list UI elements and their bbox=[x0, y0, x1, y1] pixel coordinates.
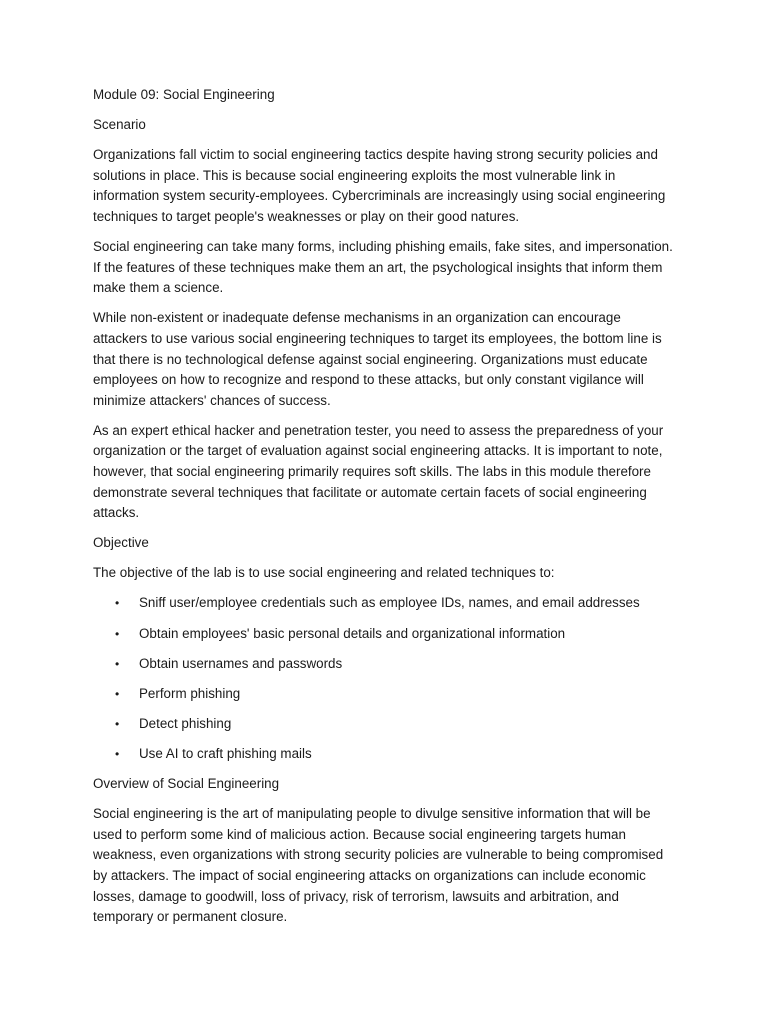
module-title: Module 09: Social Engineering bbox=[93, 87, 275, 102]
objective-item bbox=[93, 714, 678, 735]
scenario-paragraph-4: As an expert ethical hacker and penetration tester, you need to assess the preparedness of your organization or the target of evaluation against social engineering attacks. It is important to note, however, that social engineering primarily requires soft skills. The labs in this module therefore demonstrate several techniques that facilitate or automate certain facets of social engineering attacks. bbox=[93, 422, 664, 521]
bullet-icon: • bbox=[115, 716, 120, 731]
objective-item-text: Obtain employees' basic personal details and organizational information bbox=[139, 625, 566, 641]
overview-heading: Overview of Social Engineering bbox=[93, 776, 280, 792]
objective-item-text: Perform phishing bbox=[139, 685, 241, 701]
scenario-paragraph-3: While non-existent or inadequate defense mechanisms in an organization can encourage attackers to use various social engineering techniques to target its employees, the bottom line is that there is no technological defense against social engineering. Organizations must educate employees on how to recognize and respond to these attacks, but only constant vigilance will minimize attackers' chances of success. bbox=[93, 310, 662, 408]
objective-item-text: Sniff user/employee credentials such as employee IDs, names, and email addresses bbox=[139, 595, 640, 611]
objective-item bbox=[93, 684, 678, 705]
objective-item-text: Obtain usernames and passwords bbox=[139, 655, 343, 671]
document-page bbox=[93, 85, 678, 937]
bullet-icon: • bbox=[115, 686, 120, 701]
bullet-icon: • bbox=[115, 596, 120, 611]
objective-item bbox=[93, 744, 678, 765]
scenario-paragraph-2: Social engineering can take many forms, including phishing emails, fake sites, and impersonation. If the features of these techniques make them an art, the psychological insights that inform them make them a science. bbox=[93, 239, 673, 296]
objective-intro: The objective of the lab is to use social engineering and related techniques to: bbox=[93, 565, 555, 581]
scenario-heading: Scenario bbox=[93, 117, 146, 133]
overview-paragraph: Social engineering is the art of manipulating people to divulge sensitive information that will be used to perform some kind of malicious action. Because social engineering targets human weakness, even organizations with strong security policies are vulnerable to being compromised by attackers. The impact of social engineering attacks on organizations can include economic losses, damage to goodwill, loss of privacy, risk of terrorism, lawsuits and arbitration, and temporary or permanent closure. bbox=[93, 806, 664, 925]
objective-item bbox=[93, 624, 678, 645]
objective-item bbox=[93, 654, 678, 675]
objective-item-text: Use AI to craft phishing mails bbox=[139, 745, 312, 761]
objective-item-text: Detect phishing bbox=[139, 715, 232, 731]
bullet-icon: • bbox=[115, 656, 120, 671]
bullet-icon: • bbox=[115, 626, 120, 641]
objective-heading: Objective bbox=[93, 535, 149, 551]
objective-item bbox=[93, 593, 678, 614]
scenario-paragraph-1: Organizations fall victim to social engineering tactics despite having strong security policies and solutions in place. This is because social engineering exploits the most vulnerable link in information system security-employees. Cybercriminals are increasingly using social engineering techniques to target people's weaknesses or play on their good natures. bbox=[93, 147, 666, 224]
bullet-icon: • bbox=[115, 746, 120, 761]
objectives-list bbox=[93, 593, 678, 764]
